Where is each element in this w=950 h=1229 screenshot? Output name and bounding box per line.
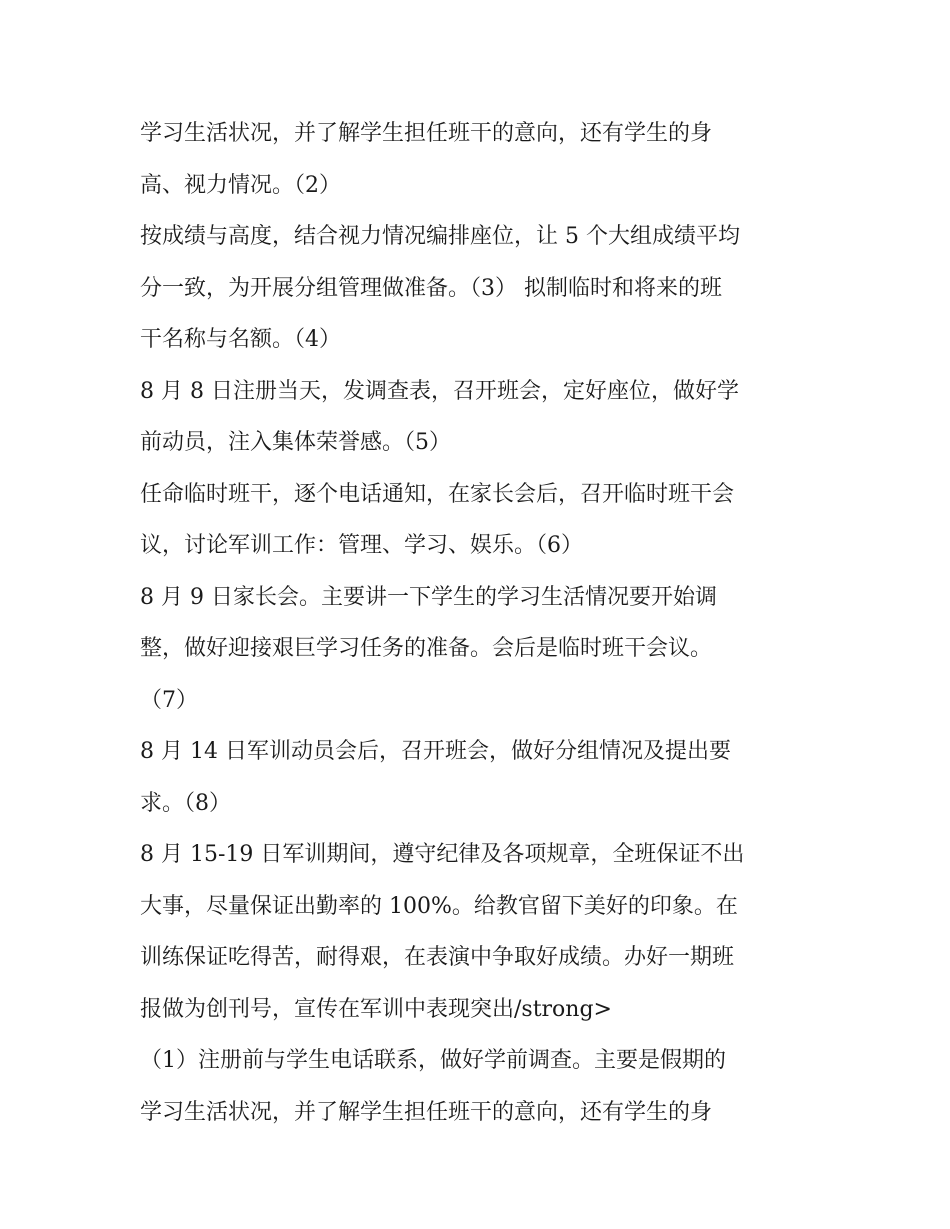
text-line: 大事，尽量保证出勤率的 100%。给教官留下美好的印象。在 [140, 893, 738, 919]
text-line: 学习生活状况，并了解学生担任班干的意向，还有学生的身 [140, 1099, 713, 1125]
text-line: 按成绩与高度，结合视力情况编排座位，让 5 个大组成绩平均 [140, 224, 740, 249]
text-line: 求。（8） [140, 790, 231, 816]
text-line: 任命临时班干，逐个电话通知，在家长会后，召开临时班干会 [140, 481, 735, 507]
text-line: 8 月 8 日注册当天，发调查表，召开班会，定好座位，做好学 [140, 378, 739, 404]
text-line: 整，做好迎接艰巨学习任务的准备。会后是临时班干会议。 [140, 636, 713, 661]
text-line: （1）注册前与学生电话联系，做好学前调查。主要是假期的 [140, 1048, 726, 1073]
text-line: 8 月 9 日家长会。主要讲一下学生的学习生活情况要开始调 [140, 584, 717, 610]
text-line: 议，讨论军训工作：管理、学习、娱乐。（6） [140, 533, 583, 558]
text-line: 干名称与名额。（4） [140, 327, 341, 352]
text-line: 前动员，注入集体荣誉感。（5） [140, 430, 451, 455]
text-line: 8 月 15-19 日军训期间，遵守纪律及各项规章，全班保证不出 [140, 842, 745, 867]
text-line: 学习生活状况，并了解学生担任班干的意向，还有学生的身 [140, 121, 713, 146]
text-line: 报做为创刊号，宣传在军训中表现突出/strong> [140, 996, 612, 1022]
text-line: （7） [140, 687, 198, 713]
text-line: 8 月 14 日军训动员会后，召开班会，做好分组情况及提出要 [140, 739, 731, 764]
text-line: 分一致，为开展分组管理做准备。（3） 拟制临时和将来的班 [140, 275, 722, 301]
body-text [140, 108, 830, 1138]
text-line: 训练保证吃得苦，耐得艰，在表演中争取好成绩。办好一期班 [140, 945, 735, 970]
text-line: 高、视力情况。（2） [140, 172, 341, 198]
